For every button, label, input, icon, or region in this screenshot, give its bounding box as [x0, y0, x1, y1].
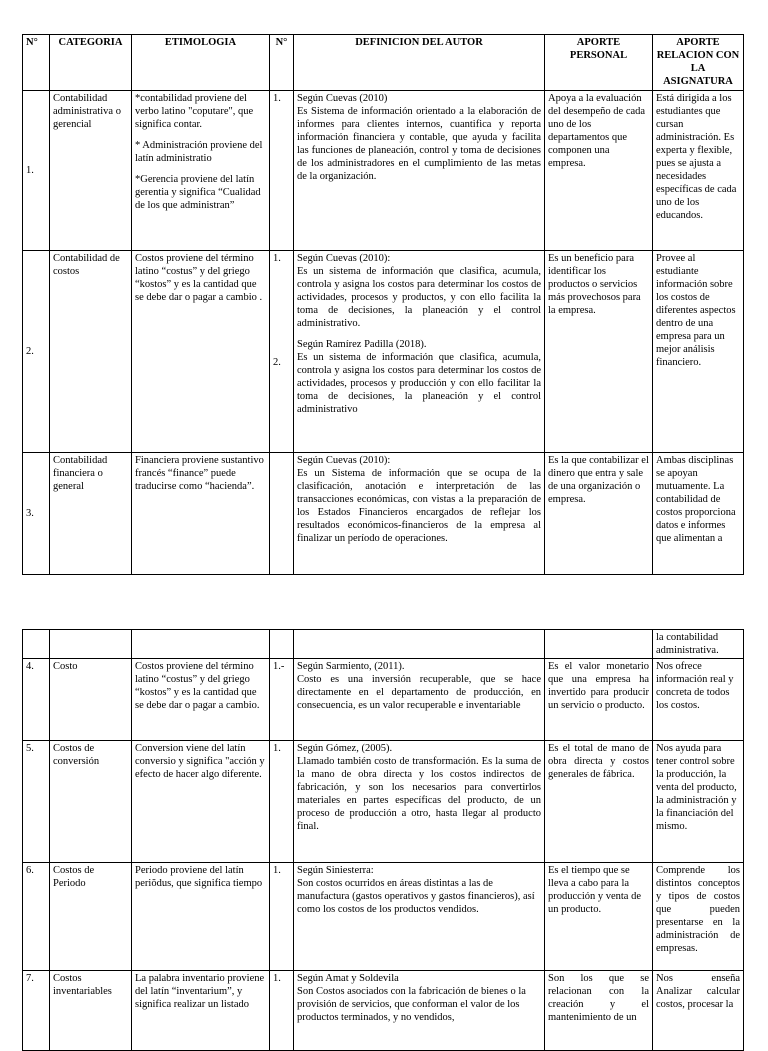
ref-number: 1.	[270, 971, 294, 1051]
aporte-personal-cell: Es un beneficio para identificar los productos o servicios más provechosos para la empresa.	[545, 251, 653, 453]
aporte-personal-cell: Es el total de mano de obra directa y costos generales de fábrica.	[545, 741, 653, 863]
row-number: 3.	[23, 453, 50, 575]
aporte-relacion-cell: Ambas disciplinas se apoyan mutuamente. La contabilidad de costos proporciona datos e informes que alimentan a	[653, 453, 744, 575]
etimologia-cell: Conversion viene del latín conversio y significa "acción y efecto de hacer algo diferente.	[132, 741, 270, 863]
author-citation: Según Cuevas (2010):	[297, 455, 391, 466]
etimologia-cell	[132, 91, 270, 251]
aporte-relacion-cell: Está dirigida a los estudiantes que cursan administración. Es experta y flexible, pues se ajusta a necesidades específicas de cada uno de los educandos.	[653, 91, 744, 251]
table-row	[23, 863, 744, 971]
ref-cell	[270, 251, 294, 453]
etimologia-text: Costos proviene del término latino “costus” y del griego “kostos” y es la cantidad que se debe dar o pagar a cambio .	[135, 253, 263, 303]
row-number: 7.	[23, 971, 50, 1051]
ref-cell	[270, 453, 294, 575]
etimologia-text: Financiera proviene sustantivo francés “finance” puede traducirse como “hacienda”.	[135, 455, 264, 492]
ref-number: 1.	[270, 863, 294, 971]
aporte-relacion-cell: Comprende los distintos conceptos y tipos de costos que pueden presentarse en la administración de empresas.	[653, 863, 744, 971]
table-row	[23, 453, 744, 575]
categoria-cell: Costos inventariables	[50, 971, 132, 1051]
definicion-cell	[294, 453, 545, 575]
row-number: 2.	[23, 251, 50, 453]
aporte-relacion-continuation: la contabilidad administrativa.	[653, 630, 744, 659]
row-number: 5.	[23, 741, 50, 863]
definicion-cell	[294, 971, 545, 1051]
categoria-cell: Costo	[50, 659, 132, 741]
aporte-personal-cell: Apoya a la evaluación del desempeño de cada uno de los departamentos que componen una empresa.	[545, 91, 653, 251]
aporte-personal-cell: Son los que se relacionan con la creación y el mantenimiento de un	[545, 971, 653, 1051]
etimologia-text: *contabilidad proviene del verbo latino "coputare", que significa contar.	[135, 93, 254, 130]
header-row	[23, 35, 744, 91]
aporte-personal-cell: Es el valor monetario que una empresa ha invertido para producir un servicio o producto.	[545, 659, 653, 741]
header-no-2: N°	[270, 35, 294, 91]
aporte-relacion-cell: Nos ayuda para tener control sobre la producción, la venta del producto, la administración y la financiación del mismo.	[653, 741, 744, 863]
definicion-text: Es un Sistema de información que se ocupa de la clasificación, anotación e interpretación de las transacciones económicas, con vistas a la preparación de los Estados Financieros encargados de reflejar los resultados económicos-financieros de la empresa al finalizar un período de operaciones.	[297, 468, 541, 544]
etimologia-cell	[132, 453, 270, 575]
row-number: 4.	[23, 659, 50, 741]
header-definicion: DEFINICION DEL AUTOR	[294, 35, 545, 91]
definicion-cell	[294, 659, 545, 741]
etimologia-cell: Costos proviene del término latino “costus” y del griego “kostos” y es la cantidad que se debe dar o pagar a cambio.	[132, 659, 270, 741]
aporte-relacion-cell: Nos ofrece información real y concreta de todos los costos.	[653, 659, 744, 741]
header-etimologia: ETIMOLOGIA	[132, 35, 270, 91]
ref-number: 1.	[273, 93, 281, 104]
definicion-text: Es un sistema de información que clasifica, acumula, controla y asigna los costos para determinar los costos de actividades, procesos y productos, y con ello facilita la toma de decisiones, la planeación y el control administrativo.	[297, 266, 541, 329]
table-row	[23, 251, 744, 453]
etimologia-text: *Gerencia proviene del latín gerentia y significa “Cualidad de los que administran”	[135, 174, 261, 211]
header-aporte-relacion: APORTE RELACION CON LA ASIGNATURA	[653, 35, 744, 91]
author-citation: Según Sarmiento, (2011).	[297, 661, 405, 672]
definicion-text: Es un sistema de información que clasifica, acumula, controla y asigna los costos para determinar los costos de actividades, procesos y producción y con ello facilitar la toma de decisiones, la planeación y el control administrativo	[297, 352, 541, 415]
definicion-text: Costo es una inversión recuperable, que se hace directamente en el departamento de producción, en consecuencia, es un valor recuperable e inventariable	[297, 674, 541, 711]
header-no: N°	[23, 35, 50, 91]
definicion-cell	[294, 863, 545, 971]
definicion-text: Son Costos asociados con la fabricación de bienes o la provisión de servicios, que conforman el valor de los productos terminados, y no vendidos,	[297, 986, 526, 1023]
definicion-text: Es Sistema de información orientado a la elaboración de informes para clientes internos, cuantifica y reporta información financiera y contable, que ayuda y facilita las funciones de planeación, control y toma de decisiones de los administradores en el cumplimiento de las metas de la organización.	[297, 106, 541, 182]
author-citation: Según Cuevas (2010)	[297, 93, 388, 104]
categoria-cell: Contabilidad de costos	[50, 251, 132, 453]
row-number: 6.	[23, 863, 50, 971]
author-citation: Según Cuevas (2010):	[297, 253, 391, 264]
categoria-cell: Contabilidad administrativa o gerencial	[50, 91, 132, 251]
author-citation: Según Ramírez Padilla (2018).	[297, 339, 427, 350]
ref-number: 1.-	[270, 659, 294, 741]
aporte-relacion-cell: Nos enseña Analizar calcular costos, procesar la	[653, 971, 744, 1051]
header-aporte-personal: APORTE PERSONAL	[545, 35, 653, 91]
author-citation: Según Gómez, (2005).	[297, 743, 393, 754]
ref-number: 1.	[270, 741, 294, 863]
continuation-row	[23, 630, 744, 659]
table-row	[23, 971, 744, 1051]
ref-cell	[270, 91, 294, 251]
ref-number: 1.	[273, 253, 281, 264]
author-citation: Según Siniesterra:	[297, 865, 374, 876]
definicion-text: Llamado también costo de transformación. Es la suma de la mano de obra directa y los costos indirectos de fabricación, y son los necesarios para convertirlos materiales en partes específicas del producto, de un proceso de producción a otro, hasta llegar al producto final.	[297, 756, 541, 832]
etimologia-text: * Administración proviene del latín administratio	[135, 140, 263, 164]
definicion-text: Son costos ocurridos en áreas distintas a las de manufactura (gastos operativos y gastos financieros), así como los costos de los productos vendidos.	[297, 878, 535, 915]
table-page-1	[22, 34, 744, 575]
etimologia-cell: Periodo proviene del latín periŏdus, que significa tiempo	[132, 863, 270, 971]
definicion-cell	[294, 741, 545, 863]
table-row	[23, 659, 744, 741]
table-row	[23, 741, 744, 863]
categoria-cell: Contabilidad financiera o general	[50, 453, 132, 575]
table-page-2	[22, 629, 744, 1051]
ref-number: 2.	[273, 357, 281, 368]
aporte-relacion-cell: Provee al estudiante información sobre los costos de diferentes aspectos dentro de una empresa para un mejor análisis financiero.	[653, 251, 744, 453]
etimologia-cell	[132, 251, 270, 453]
header-categoria: CATEGORIA	[50, 35, 132, 91]
definicion-cell	[294, 91, 545, 251]
aporte-personal-cell: Es la que contabilizar el dinero que entra y sale de una organización o empresa.	[545, 453, 653, 575]
row-number: 1.	[23, 91, 50, 251]
author-citation: Según Amat y Soldevila	[297, 973, 399, 984]
etimologia-cell: La palabra inventario proviene del latín “inventarium”, y significa realizar un listado	[132, 971, 270, 1051]
categoria-cell: Costos de conversión	[50, 741, 132, 863]
aporte-personal-cell: Es el tiempo que se lleva a cabo para la producción y venta de un producto.	[545, 863, 653, 971]
table-row	[23, 91, 744, 251]
definicion-cell	[294, 251, 545, 453]
categoria-cell: Costos de Periodo	[50, 863, 132, 971]
